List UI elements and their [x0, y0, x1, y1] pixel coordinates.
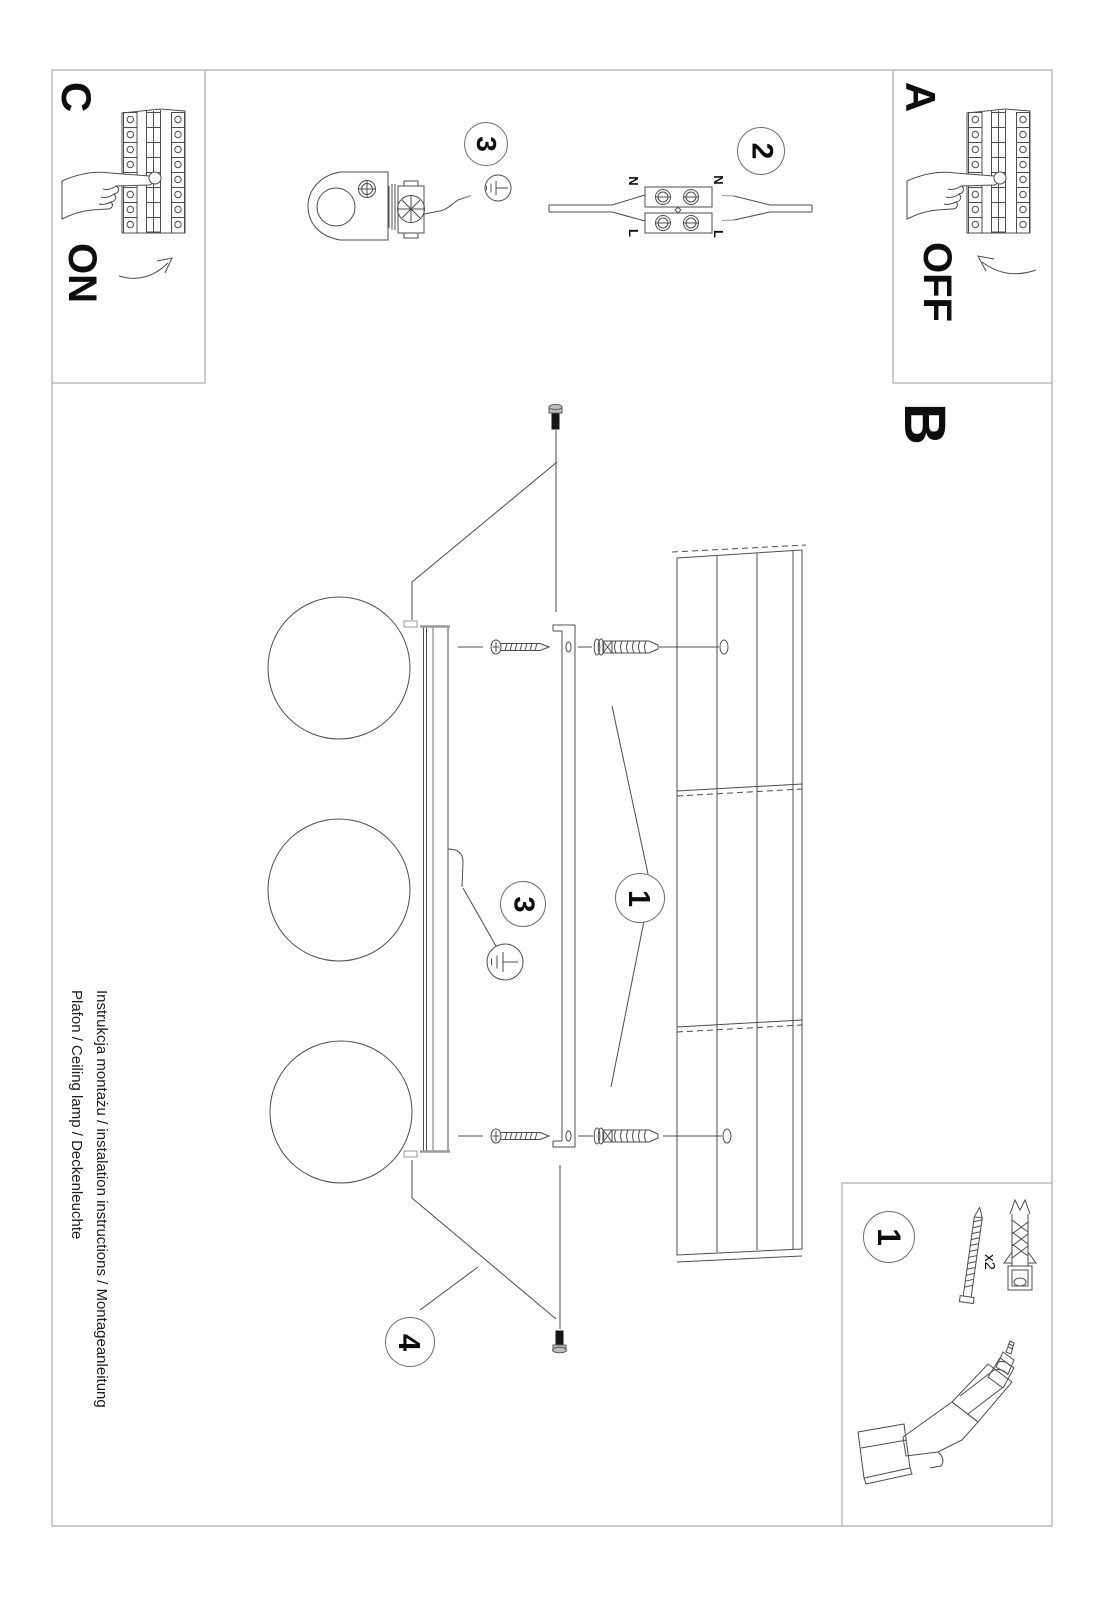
drill-hole-top [720, 640, 728, 654]
ground-connection-detail [308, 172, 511, 240]
screw-boss-bottom [404, 1151, 417, 1157]
callout-part-1: 1 [615, 873, 665, 923]
mounting-bracket [553, 625, 575, 1147]
drill-illustration [858, 1341, 1014, 1484]
lamp-base [404, 621, 450, 1157]
neutral-label-left: N [626, 176, 642, 186]
callout-step-2: 2 [737, 127, 785, 175]
callout-step-3-mid: 3 [500, 881, 546, 927]
off-arrow-icon [982, 262, 1036, 274]
callout-step-4: 4 [385, 1317, 435, 1367]
live-label-left: L [626, 229, 642, 237]
on-arrow-icon [119, 263, 168, 278]
glass-globe-2 [268, 819, 410, 961]
switch-on-label: ON [60, 243, 104, 303]
drill-hole-bottom [723, 1129, 731, 1143]
glass-globe-3 [270, 1041, 412, 1183]
callout-parts-box-1: 1 [863, 1211, 915, 1263]
page-frame [52, 70, 1052, 1526]
footer-title-line1: Instrukcja montażu / instalation instructions / Montageanleitung [93, 990, 110, 1408]
cover-screw-top-icon [549, 404, 562, 429]
screw-boss-top [404, 621, 417, 627]
neutral-label-right: N [711, 175, 727, 185]
cover-screw-bottom-icon [553, 1331, 567, 1353]
section-a-label: A [897, 81, 944, 113]
lamp-assembly [268, 404, 731, 1352]
callout-step-3-top: 3 [464, 122, 508, 166]
terminal-block-detail [549, 187, 812, 233]
section-c-label: C [53, 81, 100, 113]
off-arrow-head [978, 256, 994, 271]
ground-wire [424, 196, 470, 214]
ground-hook-wire [448, 849, 463, 887]
switch-off-label: OFF [915, 242, 959, 322]
ceiling-panel [672, 545, 806, 1262]
live-label-right: L [711, 230, 727, 238]
section-b-label: B [892, 403, 957, 445]
parts-anchor-icon [1004, 1200, 1036, 1290]
quantity-label: x2 [981, 1254, 999, 1270]
footer-title-line2: Plafon / Ceiling lamp / Deckenleuchte [68, 990, 85, 1240]
glass-globe-1 [268, 597, 410, 739]
